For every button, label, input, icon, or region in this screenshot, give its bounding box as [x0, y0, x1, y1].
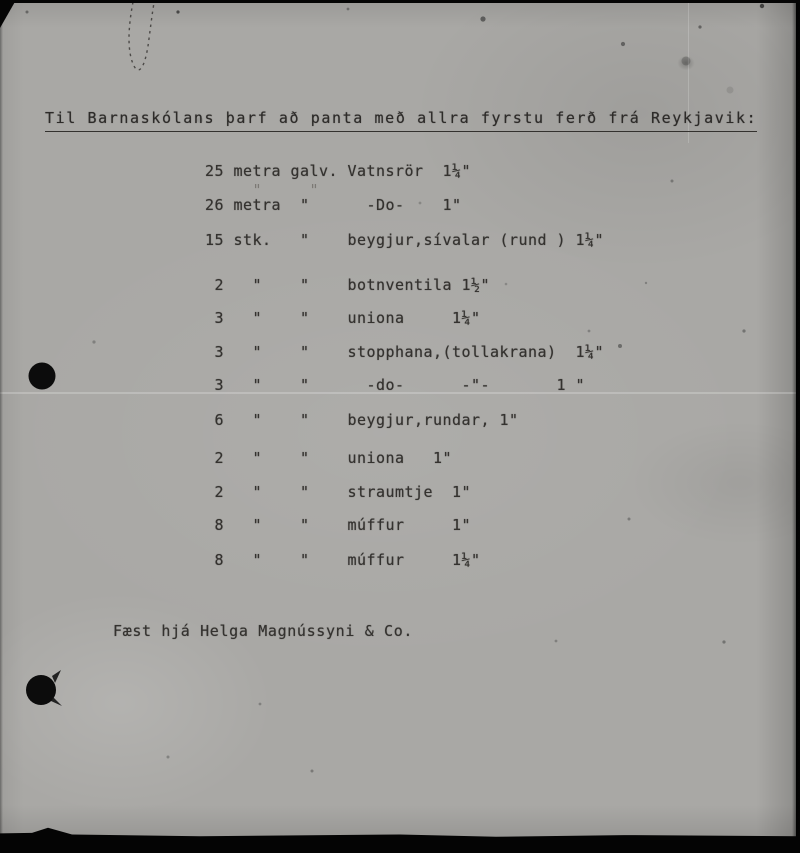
scan-edge-top	[0, 0, 800, 3]
order-line: 15 stk. " beygjur,sívalar (rund ) 1¼"	[205, 231, 605, 249]
order-line: 26 metra " -Do- 1"	[205, 196, 462, 214]
order-line: 8 " " múffur 1¼"	[205, 551, 481, 569]
order-line: 25 metra galv. Vatnsrör 1¼"	[205, 162, 472, 180]
order-line: 3 " " stopphana,(tollakrana) 1¼"	[205, 343, 605, 361]
scan-edge-left	[0, 0, 3, 853]
order-line: 6 " " beygjur,rundar, 1"	[205, 411, 519, 429]
ditto-marks-line: " "	[205, 181, 320, 199]
document-title: Til Barnaskólans þarf að panta með allra fyrstu ferð frá Reykjavik:	[45, 109, 757, 132]
order-line: 3 " " -do- -"- 1 "	[205, 376, 586, 394]
supplier-note: Fæst hjá Helga Magnússyni & Co.	[113, 622, 414, 640]
scan-edge-right	[792, 0, 800, 853]
order-line: 3 " " uniona 1¼"	[205, 309, 481, 327]
order-line: 8 " " múffur 1"	[205, 516, 472, 534]
order-line: 2 " " straumtje 1"	[205, 483, 472, 501]
order-line: 2 " " uniona 1"	[205, 449, 453, 467]
order-line: 2 " " botnventila 1½"	[205, 276, 491, 294]
